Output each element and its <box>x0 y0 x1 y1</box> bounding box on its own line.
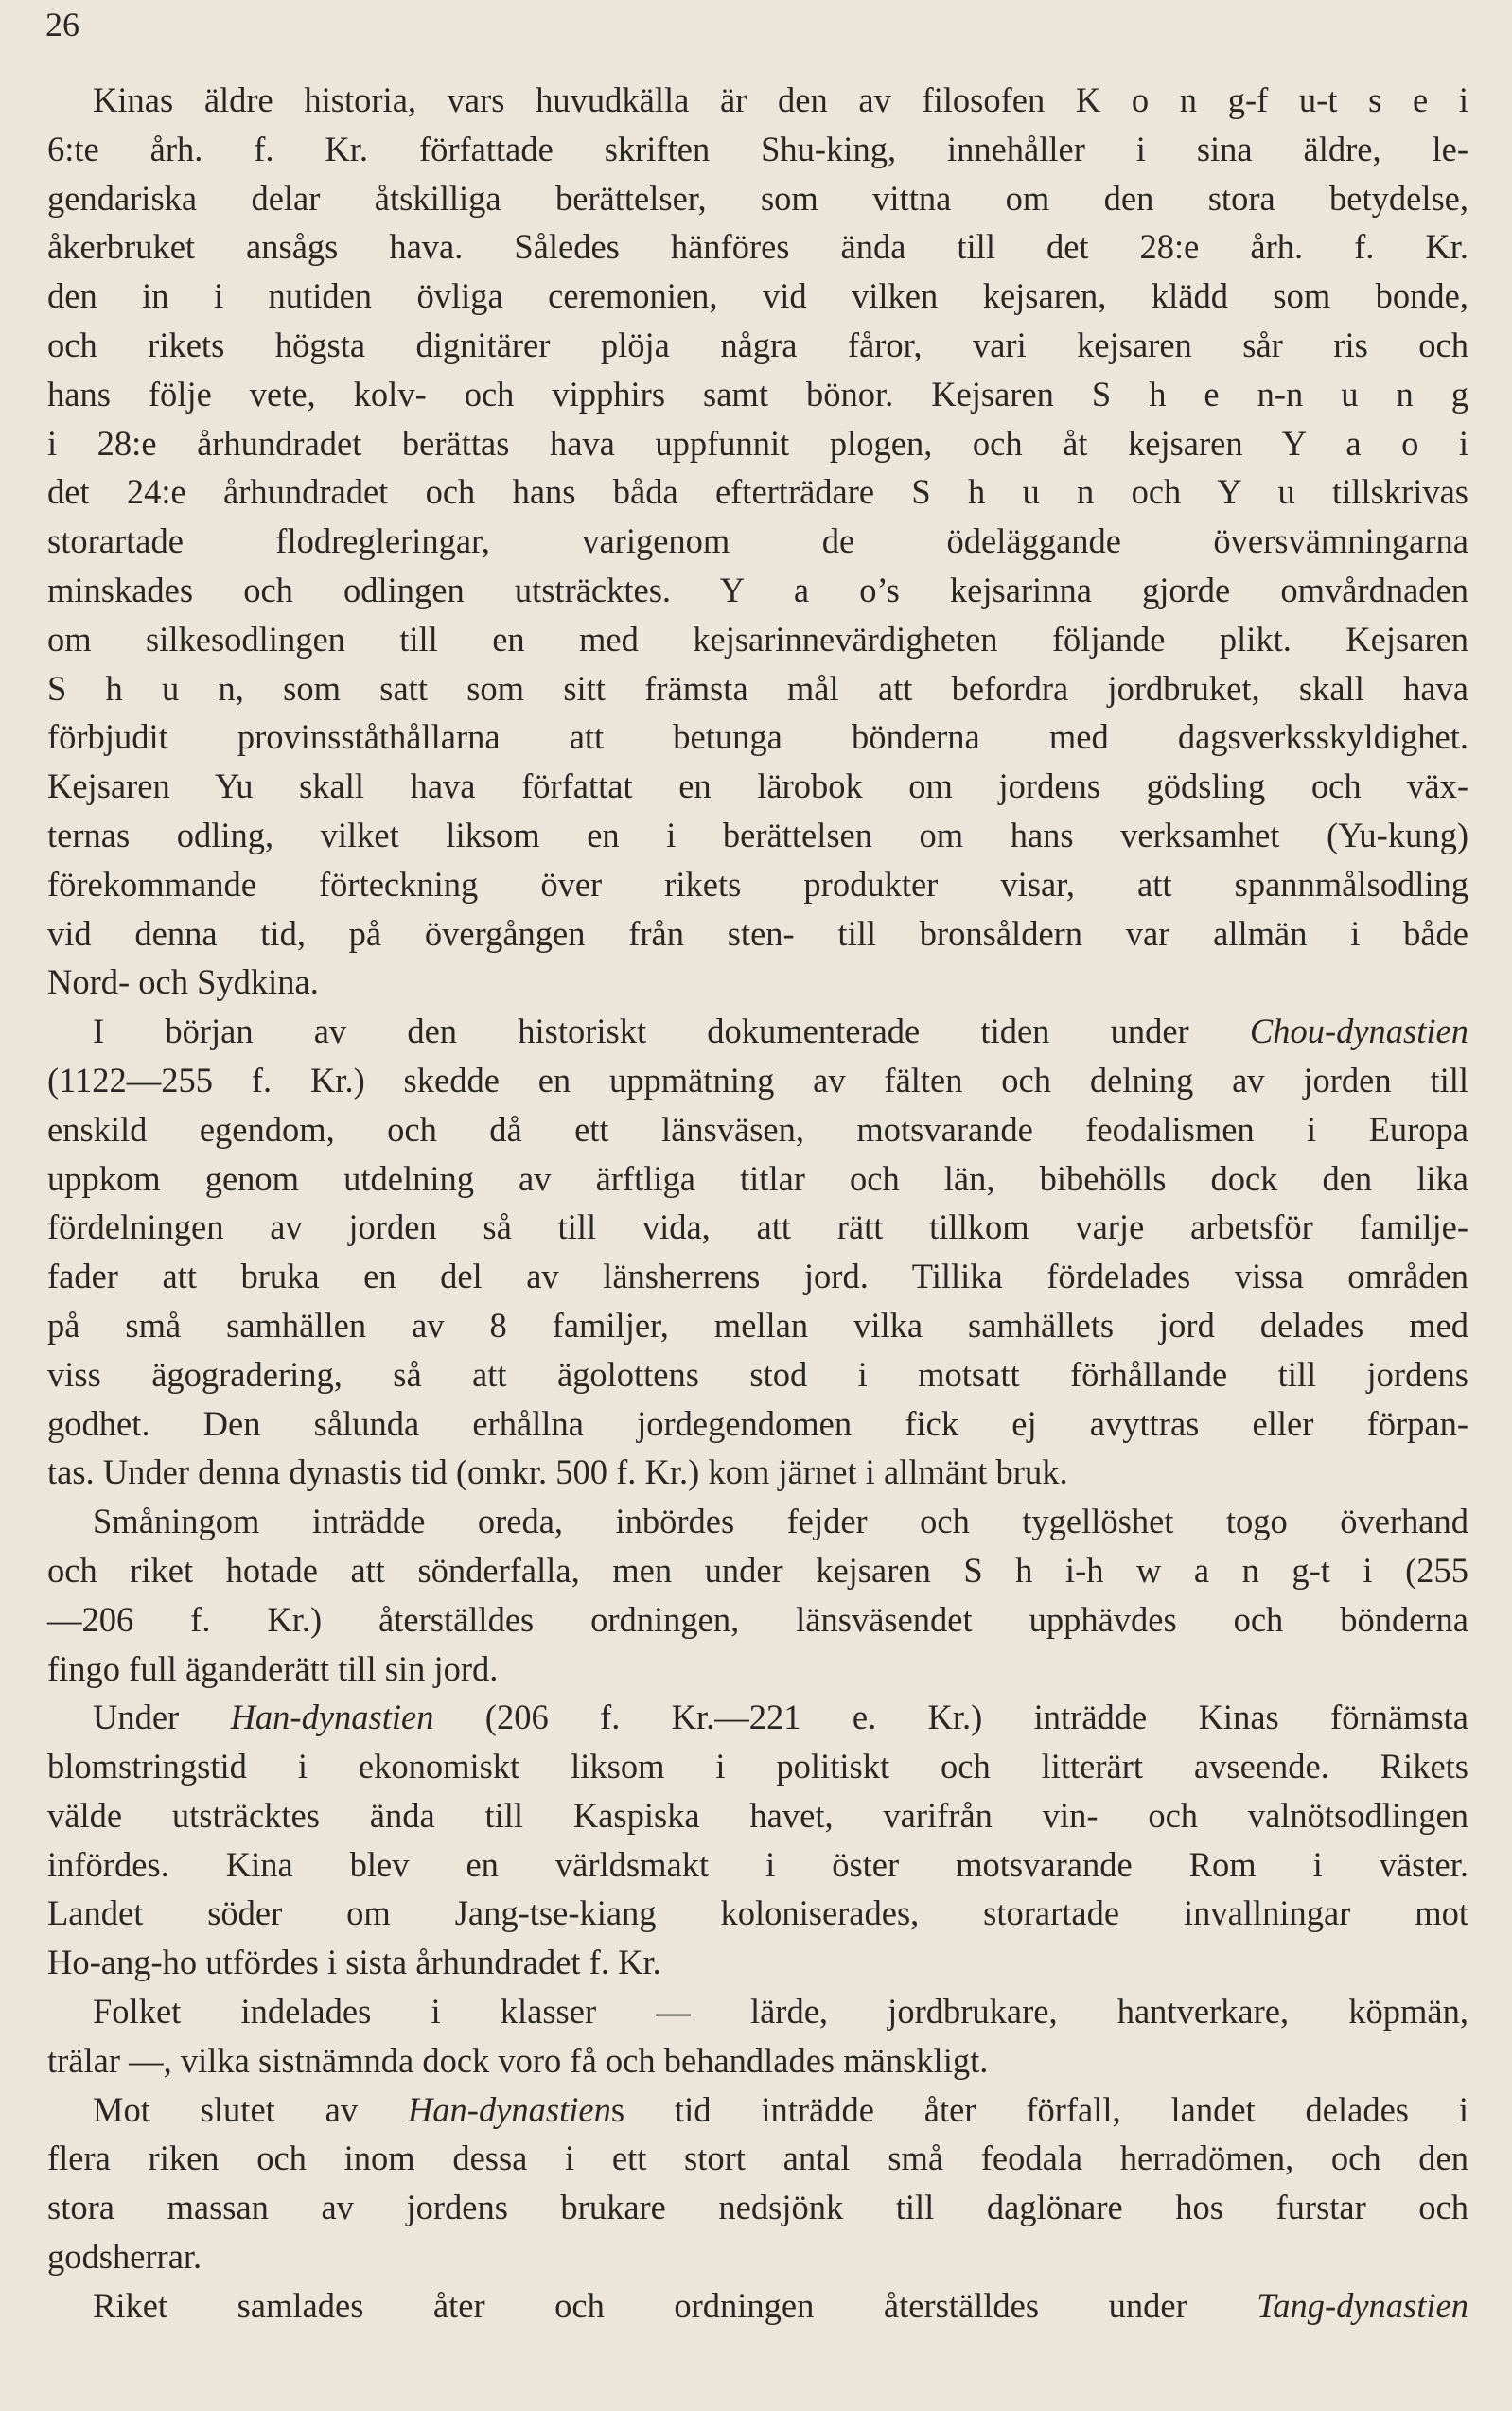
text-line: uppkom genom utdelning av ärftliga titlar och län, bibehölls dock den lika <box>47 1158 1468 1198</box>
text-line: Ho-ang-ho utfördes i sista århundradet f. Kr. <box>47 1943 661 1982</box>
text-line: blomstringstid i ekonomiskt liksom i politiskt och litterärt avseende. Rikets <box>47 1747 1468 1786</box>
text-line: ternas odling, vilket liksom en i berättelsen om hans verksamhet (Yu-kung) <box>47 815 1468 854</box>
paragraph <box>47 2281 1468 2331</box>
paragraph <box>47 1987 1468 2085</box>
text-line: Folket indelades i klasser — lärde, jordbrukare, hantverkare, köpmän, <box>93 1992 1468 2032</box>
text-line: storartade flodregleringar, varigenom de ödeläggande översvämningarna <box>47 521 1468 561</box>
text-line: minskades och odlingen utsträcktes. Y a o’s kejsarinna gjorde omvårdnaden <box>47 570 1468 609</box>
text-line: åkerbruket ansågs hava. Således hänföres ända till det 28:e årh. f. Kr. <box>47 227 1468 267</box>
text-line: enskild egendom, och då ett länsväsen, motsvarande feodalismen i Europa <box>47 1109 1468 1149</box>
text-line: gendariska delar åtskilliga berättelser, som vittna om den stora betydelse, <box>47 178 1468 218</box>
text-line: förekommande förteckning över rikets produkter visar, att spannmålsodling <box>47 864 1468 904</box>
text-line: (1122—255 f. Kr.) skedde en uppmätning av fälten och delning av jorden till <box>47 1060 1468 1100</box>
text-line: fördelningen av jorden så till vida, att rätt tillkom varje arbetsför familje- <box>47 1207 1468 1247</box>
paragraph <box>47 2085 1468 2281</box>
text-line: 6:te årh. f. Kr. författade skriften Shu-king, innehåller i sina äldre, le- <box>47 129 1468 168</box>
text-line: vid denna tid, på övergången från sten- till bronsåldern var allmän i både <box>47 913 1468 953</box>
text-line: i 28:e århundradet berättas hava uppfunnit plogen, och åt kejsaren Y a o i <box>47 423 1468 463</box>
text-line: godsherrar. <box>47 2237 202 2277</box>
text-line: flera riken och inom dessa i ett stort antal små feodala herradömen, och den <box>47 2138 1468 2178</box>
text-line: förbjudit provinsståthållarna att betunga bönderna med dagsverksskyldighet. <box>47 717 1468 757</box>
text-line: Under Han-dynastien (206 f. Kr.—221 e. Kr.) inträdde Kinas förnämsta <box>93 1698 1469 1737</box>
text-line: Mot slutet av Han-dynastiens tid inträdde åter förfall, landet delades i <box>93 2089 1468 2129</box>
text-line: S h u n, som satt som sitt främsta mål att befordra jordbruket, skall hava <box>47 668 1468 708</box>
text-line: infördes. Kina blev en världsmakt i öster motsvarande Rom i väster. <box>47 1844 1468 1884</box>
text-line: Kinas äldre historia, vars huvudkälla är den av filosofen K o n g-f u-t s e i <box>93 80 1468 119</box>
text-line: Kejsaren Yu skall hava författat en lärobok om jordens gödsling och väx- <box>47 766 1468 806</box>
body-text <box>47 76 1468 2331</box>
paragraph <box>47 1497 1468 1693</box>
text-line: I början av den historiskt dokumenterade tiden under Chou-dynastien <box>93 1012 1468 1051</box>
text-line: stora massan av jordens brukare nedsjönk till daglönare hos furstar och <box>47 2188 1468 2227</box>
text-line: Riket samlades åter och ordningen återställdes under Tang-dynastien <box>93 2285 1468 2325</box>
text-line: Småningom inträdde oreda, inbördes fejder och tygellöshet togo överhand <box>93 1502 1468 1541</box>
text-line: tas. Under denna dynastis tid (omkr. 500 f. Kr.) kom järnet i allmänt bruk. <box>47 1452 1068 1492</box>
text-line: och riket hotade att sönderfalla, men under kejsaren S h i-h w a n g-t i (255 <box>47 1550 1468 1590</box>
text-line: på små samhällen av 8 familjer, mellan vilka samhällets jord delades med <box>47 1305 1468 1345</box>
text-line: godhet. Den sålunda erhållna jordegendomen fick ej avyttras eller förpan- <box>47 1403 1468 1443</box>
text-line: det 24:e århundradet och hans båda efterträdare S h u n och Y u tillskrivas <box>47 472 1468 512</box>
paragraph <box>47 1693 1468 1987</box>
text-line: välde utsträcktes ända till Kaspiska havet, varifrån vin- och valnötsodlingen <box>47 1795 1468 1835</box>
text-line: trälar —, vilka sistnämnda dock voro få och behandlades mänskligt. <box>47 2040 989 2080</box>
text-line: fader att bruka en del av länsherrens jord. Tillika fördelades vissa områden <box>47 1257 1468 1296</box>
text-line: och rikets högsta dignitärer plöja några fåror, vari kejsaren sår ris och <box>47 325 1468 364</box>
page-number: 26 <box>45 6 79 44</box>
text-line: —206 f. Kr.) återställdes ordningen, länsväsendet upphävdes och bönderna <box>47 1599 1468 1639</box>
text-line: fingo full äganderätt till sin jord. <box>47 1648 499 1688</box>
text-line: viss ägogradering, så att ägolottens stod i motsatt förhållande till jordens <box>47 1354 1468 1394</box>
text-line: hans följe vete, kolv- och vipphirs samt bönor. Kejsaren S h e n-n u n g <box>47 374 1468 414</box>
paragraph <box>47 1007 1468 1497</box>
text-line: Nord- och Sydkina. <box>47 962 319 1002</box>
text-line: den in i nutiden övliga ceremonien, vid vilken kejsaren, klädd som bonde, <box>47 276 1468 316</box>
paragraph <box>47 76 1468 1007</box>
text-line: Landet söder om Jang-tse-kiang koloniserades, storartade invallningar mot <box>47 1893 1468 1933</box>
text-line: om silkesodlingen till en med kejsarinnevärdigheten följande plikt. Kejsaren <box>47 619 1468 659</box>
